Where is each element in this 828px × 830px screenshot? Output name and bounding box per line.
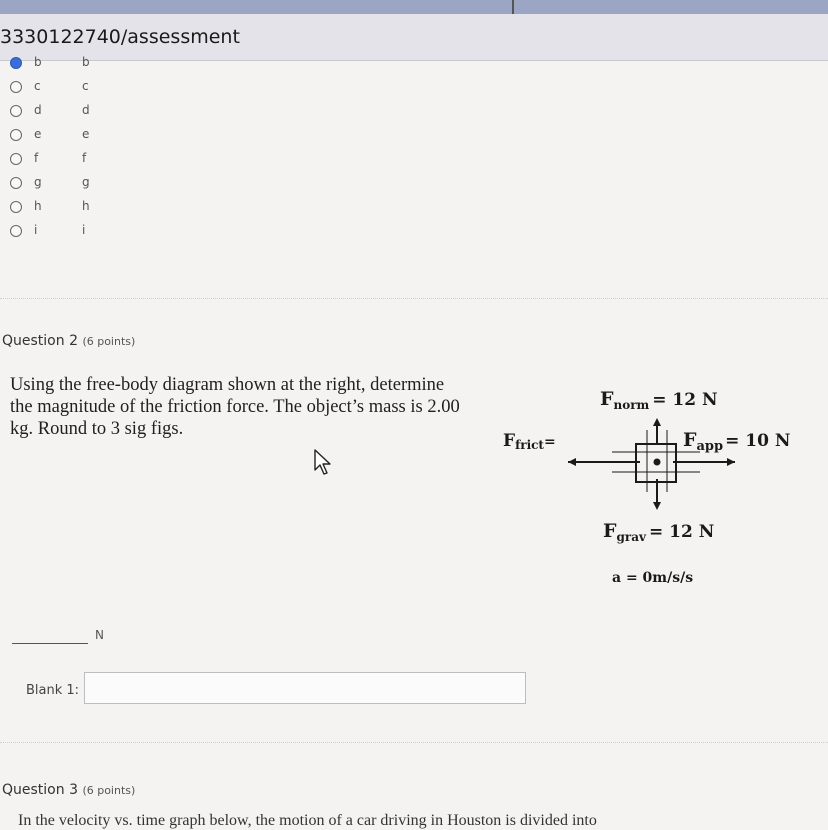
center-dot [654, 459, 661, 466]
option-value: d [82, 103, 90, 117]
option-letter: h [34, 199, 42, 213]
mouse-cursor-icon [312, 448, 332, 476]
question-3-title [2, 782, 135, 798]
option-letter: g [34, 175, 42, 189]
f-norm-label: $F_{norm} = 12$ N [600, 388, 718, 412]
option-letter: i [34, 223, 38, 237]
friction-arrowhead [568, 458, 576, 466]
answer-underline [12, 643, 88, 644]
option-letter: d [34, 103, 42, 117]
question-3-text: In the velocity vs. time graph below, the motion of a car driving in Houston is divided into [18, 812, 597, 829]
f-app-label: $F_{app} = 10$ N [683, 429, 791, 454]
question-number: Question 3 [2, 782, 78, 798]
question-number: Question 2 [2, 333, 78, 349]
option-value: f [82, 151, 87, 165]
blank-1-label: Blank 1: [26, 683, 80, 698]
option-value: g [82, 175, 90, 189]
blank-1-input[interactable] [84, 672, 526, 704]
gravity-arrowhead [653, 502, 661, 510]
applied-arrowhead [727, 458, 735, 466]
option-letter: b [34, 55, 42, 69]
question-points: (6 points) [82, 335, 136, 348]
option-letter: c [34, 79, 41, 93]
option-letter: e [34, 127, 42, 141]
option-value: b [82, 55, 90, 69]
option-letter: f [34, 151, 39, 165]
question-2-text: Using the free-body diagram shown at the right, determine the magnitude of the friction force. The object’s mass is 2.00 kg. Round to 3 sig figs. [10, 375, 460, 439]
question-divider [0, 742, 828, 743]
url-text: 3330122740/assessment [0, 26, 240, 48]
f-frict-label: Ffrict= [503, 431, 556, 452]
option-value: c [82, 79, 89, 93]
option-value: i [82, 223, 86, 237]
f-grav-label: $F_{grav} = 12$ N [603, 520, 715, 544]
answer-unit: N [95, 628, 104, 642]
normal-arrowhead [653, 418, 661, 426]
option-value: e [82, 127, 90, 141]
question-points: (6 points) [82, 784, 136, 797]
option-value: h [82, 199, 90, 213]
acceleration-label: a = 0m/s/s [612, 570, 694, 586]
